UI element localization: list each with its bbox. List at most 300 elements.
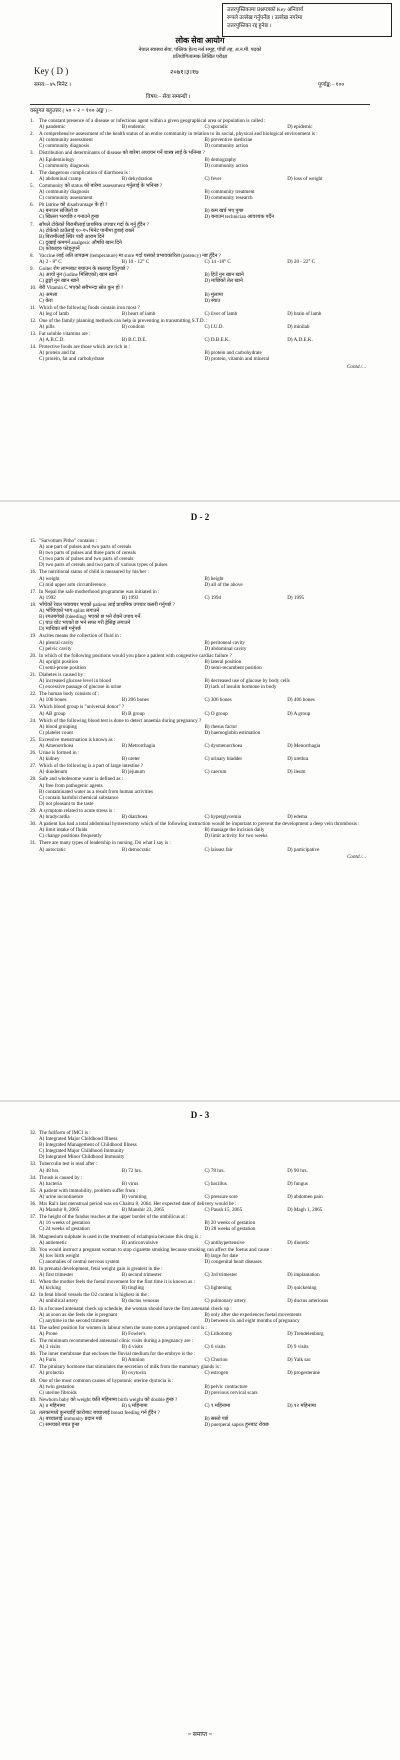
answer-option: B) height — [204, 575, 224, 582]
page-title: D - 3 — [190, 1110, 210, 1120]
question-item — [30, 1306, 370, 1324]
question-number: 10. — [30, 285, 37, 292]
answer-option: B) 72 hrs. — [121, 1167, 142, 1174]
answer-option: B) condom — [121, 324, 145, 330]
answer-option: B) two parts of pulses and three parts of cereals — [39, 550, 136, 557]
answer-option: D) ductus arteriosus — [287, 1298, 329, 1305]
answer-option: C) platelet count — [39, 729, 73, 736]
options-grid — [39, 1384, 370, 1396]
question-item — [30, 131, 370, 149]
options-grid — [39, 1194, 370, 1200]
answer-option: C) समयको बचत हुन्छ — [39, 1422, 80, 1429]
answer-option: B) endemic — [121, 124, 146, 131]
question-item — [30, 1214, 370, 1232]
question-text: There are many types of leadership in nursing. Do what I say is : — [39, 840, 171, 847]
question-text: One of the family planning methods can help in preventing in transmitting S.T.D. : — [39, 317, 208, 324]
answer-option: D) Yalk sac — [287, 1357, 311, 1364]
answer-option: B) B group — [121, 710, 145, 717]
question-number: 39. — [30, 1246, 37, 1253]
answer-option: B) peritoneal cavity — [204, 639, 245, 646]
options-grid — [39, 350, 370, 362]
question-text: The constant presence of a disease or infectious agent within a given geographical area or population is called : — [39, 118, 266, 124]
options-grid — [39, 157, 370, 169]
question-number: 23. — [30, 704, 37, 711]
answer-option: B) oxytocin — [121, 1370, 146, 1377]
question-list — [30, 1130, 370, 1429]
question-number: 5. — [30, 182, 34, 189]
question-item — [30, 318, 370, 330]
answer-option: A) 3 visits — [39, 1344, 61, 1351]
answer-option: C) Chorion — [204, 1357, 228, 1364]
question-text: Mrs Rai's last menstrual period was on Chaitra 8, 2064. Her expected date of delivery would be : — [39, 1201, 237, 1208]
question-text: When the mother feels the foetal movement for the first time it is known as : — [39, 1279, 196, 1286]
answer-option: D) participative — [287, 846, 320, 853]
question-number: 26. — [30, 750, 37, 757]
answer-option: C) two parts of pulses and two parts of cereals — [39, 556, 134, 563]
question-number: 16. — [30, 569, 37, 576]
answer-option: D) 20 - 22° C — [287, 259, 316, 266]
answer-option: C) laissez fair — [204, 846, 233, 853]
options-grid — [39, 724, 370, 736]
answer-option: C) Lithotomy — [204, 1330, 233, 1337]
question-number: 21. — [30, 671, 37, 678]
question-text: In fetal blood vessels the O2 content is highest in the : — [39, 1292, 150, 1299]
answer-option: B) Fowler's — [121, 1330, 146, 1337]
question-number: 48. — [30, 1377, 37, 1384]
answer-option: A) बनाउन सजिलो छ — [39, 208, 78, 215]
options-grid — [39, 1220, 370, 1232]
answer-option: D) implantation — [287, 1272, 320, 1279]
answer-option: D) स्याउ — [204, 297, 221, 304]
answer-option: D) congenital heart diseases — [204, 1258, 262, 1265]
answer-option: D) semi-recumbent position — [204, 664, 262, 671]
answer-option: A) Epidemiology — [39, 156, 75, 163]
options-grid — [39, 1298, 370, 1304]
options-grid — [39, 1312, 370, 1324]
answer-option: B) Metrorrhagia — [121, 743, 155, 749]
answer-option: C) घाउ चोट भएको छ भने सफा गरी ड्रेसिङ्ग लगाउने — [39, 620, 131, 627]
answer-option: C) change positions frequently — [39, 833, 102, 840]
question-item — [30, 1397, 370, 1409]
answer-option: C) O group — [204, 710, 228, 717]
question-item — [30, 776, 370, 806]
question-text: Diabetes is caused by : — [39, 671, 86, 678]
question-text: भाँचेको रेवल फ्याक्चर भएको patient लाई प्राथमिक उपचार कसरी गर्नुपर्छ ? — [39, 601, 175, 608]
options-grid — [39, 272, 370, 284]
question-item — [30, 1201, 370, 1213]
answer-option: C) protein, fat and carbohydrate — [39, 356, 105, 363]
answer-option: D) two parts of cereals and two parts of various types of pulses — [39, 562, 168, 569]
exam-page-2 — [0, 502, 400, 1100]
question-item — [30, 150, 370, 168]
question-text: Vaccine लाई अति तापक्रम (temperature) मा store गर्दा यसको प्रभावकारिता (potency) नष्ट हुँदैन ? — [39, 252, 221, 259]
question-number: 12. — [30, 317, 37, 324]
question-number: 37. — [30, 1214, 37, 1221]
answer-option: D) limit activity for two weeks — [204, 833, 268, 840]
answer-option: A) Prone — [39, 1330, 58, 1337]
answer-option: C) 1994 — [204, 594, 222, 601]
answer-option: B) हिउँ नुन खान खाने — [204, 272, 244, 279]
answer-option: C) ९ महिनामा — [204, 1402, 231, 1409]
answer-option: C) D.B.E.K. — [204, 337, 230, 344]
answer-option: B) anticonvulsive — [121, 1239, 158, 1246]
question-number: 6. — [30, 202, 34, 209]
options-grid — [39, 137, 370, 149]
answer-option: C) केरा — [39, 297, 53, 304]
answer-option: C) 3rd trimester — [204, 1272, 238, 1279]
question-text: Safe and wholesome water is defined as : — [39, 776, 124, 783]
answer-option: B) रगतबगेको (bleeding) भएको छ भने रोक्ने उपाय गर्ने — [39, 614, 141, 621]
answer-option: D) १२ महिनामा — [287, 1402, 317, 1409]
options-grid — [39, 659, 370, 671]
question-text: Tuberculin test is read after : — [39, 1161, 98, 1168]
question-text: In a focused antenatal check up schedule, the woman should have the first antenatal check up : — [39, 1305, 232, 1312]
answer-option: C) Paush 15, 2065 — [204, 1207, 243, 1214]
answer-option: D) brain of lamb — [287, 310, 322, 317]
question-number: 19. — [30, 633, 37, 640]
question-number: 31. — [30, 840, 37, 847]
answer-option: A) kidney — [39, 756, 60, 763]
answer-option: B) heart of lamb — [121, 310, 156, 317]
answer-option: B) decreased use of glucose by body cells — [204, 678, 290, 685]
answer-option: A) bacteria — [39, 1180, 62, 1187]
subject-line: विषय:– सेवा सम्बन्धी । — [146, 94, 191, 100]
options-grid — [39, 1357, 370, 1363]
notice-line: रूपले उल्लेख गर्नुपर्नेछ । उल्लेख नगरेमा — [227, 15, 303, 21]
question-number: 25. — [30, 736, 37, 743]
full-marks: पूर्णाङ्क:– १०० — [318, 82, 345, 88]
question-text: Protective foods are those which are rich in : — [39, 344, 131, 351]
options-grid — [39, 697, 370, 703]
answer-option: B) 20 weeks of gestation — [204, 1220, 256, 1227]
question-number: 24. — [30, 717, 37, 724]
question-stem — [30, 776, 370, 782]
options-grid — [39, 678, 370, 690]
question-item — [30, 704, 370, 716]
question-item — [30, 569, 370, 587]
answer-option: D) Trendelenburg — [287, 1330, 324, 1337]
options-grid — [39, 1285, 370, 1291]
question-number: 29. — [30, 807, 37, 814]
question-stem — [30, 222, 370, 228]
continued-note: Contd./... — [347, 363, 366, 370]
options-grid — [39, 189, 370, 201]
answer-option: D) 9 visits — [287, 1344, 309, 1351]
question-text: The human body consists of : — [39, 691, 100, 698]
question-text: Community को status को बारेमा assessment गर्नुलाई के भनिन्छ ? — [39, 182, 163, 189]
key-notice-box — [222, 3, 392, 37]
options-grid — [39, 576, 370, 588]
answer-option: A) Manshir 8, 2065 — [39, 1207, 80, 1214]
options-grid — [39, 337, 370, 343]
question-text: Which of the following blood test is done to detect anaemia during pregnancy ? — [39, 717, 202, 724]
answer-option: C) 78 hrs. — [204, 1167, 225, 1174]
divider — [30, 104, 370, 105]
answer-option: B) 206 bones — [121, 697, 149, 704]
answer-option: C) uterine fibroids — [39, 1389, 77, 1396]
question-item — [30, 718, 370, 736]
question-item — [30, 538, 370, 568]
question-text: In prenatal development, fetal weight gain is greatest in the : — [39, 1265, 163, 1272]
answer-option: C) Integrated Major Childhood Immunity — [39, 1148, 124, 1155]
question-text: The minimum recommended antenatal clinic visits during a pregnancy are : — [39, 1338, 194, 1344]
question-item — [30, 1161, 370, 1173]
answer-option: A) AB group — [39, 710, 66, 717]
answer-option: D) community action — [204, 162, 249, 169]
answer-option: C) hyperglycemia — [204, 814, 242, 821]
question-text: Excessive menstruation is known as : — [39, 736, 116, 743]
answer-option: C) excessive passage of glucose in urine — [39, 684, 122, 691]
answer-option: B) 10 - 12° C — [121, 259, 150, 266]
answer-option: A) limit intake of fluids — [39, 827, 88, 834]
answer-option: A) twin gestation — [39, 1383, 75, 1390]
answer-option: D) edema — [287, 814, 308, 821]
options-grid — [39, 124, 370, 130]
answer-option: B) ductus venosus — [121, 1298, 160, 1305]
question-text: बेरी Vitamin C भएको सबैभन्दा स्रोत कुन हो ? — [39, 285, 124, 292]
question-number: 22. — [30, 691, 37, 698]
answer-option: B) virus — [121, 1180, 139, 1187]
question-number: 49. — [30, 1396, 37, 1403]
answer-option: C) caecum — [204, 769, 227, 776]
answer-option: B) 1993 — [121, 594, 139, 601]
exam-page-1 — [0, 0, 400, 500]
question-number: 20. — [30, 652, 37, 659]
question-number: 8. — [30, 252, 34, 259]
answer-option: A) prolactin — [39, 1370, 64, 1377]
question-item — [30, 653, 370, 671]
question-item — [30, 750, 370, 762]
question-number: 46. — [30, 1351, 37, 1358]
answer-option: A) Amenorrhoea — [39, 743, 74, 749]
answer-option: D) फोकाहरु फोड्नुपर्ने — [39, 245, 80, 252]
answer-option: B) preventive medicine — [204, 137, 253, 144]
question-item — [30, 183, 370, 201]
question-text: Distribution and determinants of disease को बारेमा अध्ययन गर्ने शास्त्र लाई के भनिन्छ ? — [39, 150, 205, 157]
answer-option: C) I.U.D. — [204, 324, 224, 330]
question-text: You would instruct a pregnant woman to stop cigarette smoking because smoking can affect the foetus and cause : — [39, 1246, 272, 1253]
answer-option: A) A.B.C.D. — [39, 337, 65, 344]
answer-option: C) दुखाई कमगर्न analgesic औषधि खान दिने — [39, 239, 122, 246]
question-text: Pit latrine को disadvantage के हो ? — [39, 202, 108, 209]
answer-option: D) abdominal cavity — [204, 645, 247, 652]
question-item — [30, 589, 370, 601]
question-item — [30, 691, 370, 703]
question-item — [30, 1279, 370, 1291]
answer-option: A) upright position — [39, 658, 79, 665]
answer-option: A) भाँचिएको भाग splint लगाउने — [39, 608, 100, 615]
options-grid — [39, 769, 370, 775]
answer-key-label: Key ( D ) — [34, 66, 69, 76]
answer-option: A) 48 hrs. — [39, 1167, 60, 1174]
answer-option: A) kicking — [39, 1285, 61, 1292]
answer-option: A) low birth weight — [39, 1252, 80, 1259]
answer-option: A) urine incontinence — [39, 1193, 84, 1200]
question-number: 33. — [30, 1161, 37, 1168]
question-item — [30, 672, 370, 690]
question-number: 42. — [30, 1292, 37, 1299]
answer-option: A) first trimester — [39, 1272, 74, 1279]
question-text: The safest position for women in labour when the nurse notes a prolapsed cord is : — [39, 1324, 207, 1331]
question-item — [30, 1338, 370, 1350]
question-item — [30, 1364, 370, 1376]
question-item — [30, 633, 370, 651]
question-number: 4. — [30, 169, 34, 176]
question-number: 41. — [30, 1279, 37, 1286]
question-item — [30, 344, 370, 362]
answer-option: C) community assessment — [39, 195, 93, 202]
question-item — [30, 1351, 370, 1363]
answer-option: A) Furis — [39, 1357, 57, 1364]
answer-option: A) umbilical artery — [39, 1298, 79, 1305]
question-item — [30, 821, 370, 839]
question-number: 7. — [30, 221, 34, 228]
question-text: Goiter रोग लाग्नबाट बचाउन के सल्लाह दिनुपर्छ ? — [39, 266, 129, 273]
exam-type: प्रतियोगितात्मक लिखित परीक्षा — [172, 55, 228, 60]
answer-option: B) lateral position — [204, 658, 242, 665]
options-grid — [39, 783, 370, 807]
answer-option: A) 1992 — [39, 594, 56, 601]
answer-option: D) community research — [204, 195, 253, 202]
answer-option: C) 6 visits — [204, 1344, 226, 1351]
question-item — [30, 808, 370, 820]
answer-option: A) अमला — [39, 291, 58, 298]
question-text: The height of the fundus reaches at the upper border of the umbilicus at : — [39, 1214, 188, 1221]
question-number: 36. — [30, 1201, 37, 1208]
question-number: 44. — [30, 1324, 37, 1331]
answer-option: D) epidemic — [287, 124, 313, 131]
answer-option: A) as soon as she feels she is pregnant — [39, 1311, 118, 1318]
question-item — [30, 118, 370, 130]
answer-option: B) सस्तो पर्छ — [204, 1416, 229, 1423]
question-text: The dangerous complication of diarrhoea is : — [39, 169, 131, 176]
answer-option: C) pulmonary artery — [204, 1298, 247, 1305]
question-number: 11. — [30, 304, 37, 311]
answer-option: C) dysmenorrhoea — [204, 743, 243, 749]
answer-option: D) Menorrhagia — [287, 743, 321, 749]
answer-option: B) democratic — [121, 846, 151, 853]
question-number: 9. — [30, 266, 34, 273]
question-number: 50. — [30, 1410, 37, 1417]
answer-option: D) ileum — [287, 769, 306, 776]
answer-option: C) 14 -18° C — [204, 259, 231, 266]
answer-option: A) Integrated Major Childhood Illness — [39, 1136, 118, 1143]
question-item — [30, 1234, 370, 1246]
answer-option: C) pelvic cavity — [39, 645, 72, 652]
question-item — [30, 1292, 370, 1304]
question-number: 38. — [30, 1233, 37, 1240]
question-text: In which of the following positions would you place a patient with congestive cardiac failure ? — [39, 652, 232, 659]
options-grid — [39, 1253, 370, 1265]
question-text: "Sarvottam Pitho" contains : — [39, 538, 98, 544]
page-title: D - 2 — [190, 512, 210, 522]
answer-option: C) 24 weeks of gestation — [39, 1226, 90, 1233]
answer-option: A) autocratic — [39, 846, 66, 853]
options-grid — [39, 1240, 370, 1246]
question-item — [30, 170, 370, 182]
question-item — [30, 285, 370, 303]
answer-option: C) anomalies of central nervous system — [39, 1258, 120, 1265]
answer-option: C) semi-prone position — [39, 664, 86, 671]
answer-option: D) 1995 — [287, 594, 305, 601]
question-number: 43. — [30, 1305, 37, 1312]
answer-option: B) dehydration — [121, 175, 153, 182]
question-number: 28. — [30, 776, 37, 783]
question-number: 45. — [30, 1338, 37, 1344]
question-text: Thrush is caused by : — [39, 1174, 83, 1181]
answer-option: D) माथिका सबै गर्नुपर्छ — [39, 626, 81, 633]
answer-option: D) Magh 1, 2065 — [287, 1207, 323, 1214]
answer-option: B) community treatment — [204, 189, 255, 196]
answer-option: B) second trimester — [121, 1272, 162, 1279]
question-item — [30, 1325, 370, 1337]
answer-option: C) urinary bladder — [204, 756, 243, 763]
answer-option: A) community diagnosis — [39, 189, 90, 196]
answer-option: C) 306 bones — [204, 697, 232, 704]
answer-option: C) bacillus — [204, 1180, 227, 1187]
answer-option: B) rhesus factor — [204, 723, 238, 730]
question-item — [30, 222, 370, 252]
question-number: 27. — [30, 763, 37, 770]
question-text: Urine is formed in : — [39, 750, 80, 757]
answer-option: D) lack of insulin hormone in body — [204, 684, 277, 691]
question-item — [30, 840, 370, 852]
question-item — [30, 266, 370, 284]
answer-option: B) ureter — [121, 756, 140, 763]
question-number: 32. — [30, 1130, 37, 1136]
options-grid — [39, 176, 370, 182]
answer-option: C) liver of lamb — [204, 310, 238, 317]
answer-option: D) quickening — [287, 1285, 317, 1292]
answer-option: D) बनाउन technician आवश्यक पर्दैन — [204, 214, 275, 221]
question-item — [30, 253, 370, 265]
question-number: 15. — [30, 538, 37, 544]
question-item — [30, 331, 370, 343]
options-grid — [39, 756, 370, 762]
question-number: 34. — [30, 1174, 37, 1181]
question-list — [30, 538, 370, 860]
answer-option: B) massage the incision daily — [204, 827, 265, 834]
answer-option: D) A.D.E.K. — [287, 337, 313, 344]
answer-option: A) ४ महिनामा — [39, 1402, 66, 1409]
options-grid — [39, 1168, 370, 1174]
question-item — [30, 1378, 370, 1396]
answer-option: C) community diagnosis — [39, 143, 90, 150]
answer-option: B) tingling — [121, 1285, 144, 1292]
question-text: A comprehensive assessment of the health status of an entire community in relation to its social, physical and biological environment is : — [39, 131, 318, 138]
answer-option: B) मुलामा — [204, 291, 224, 298]
question-text: A symptom related to acute stress is : — [39, 807, 115, 814]
answer-option: B) ६ महिनामा — [121, 1402, 148, 1409]
continued-note: Contd./... — [347, 853, 366, 860]
answer-option: D) loss of weight — [287, 175, 323, 182]
answer-option: D) haemoglobin estimation — [204, 729, 261, 736]
answer-option: A) abdominal cramp — [39, 175, 82, 182]
options-grid — [39, 259, 370, 265]
question-item — [30, 1247, 370, 1265]
question-number: 47. — [30, 1364, 37, 1371]
question-text: Which of the following is a part of large intestine ? — [39, 763, 144, 770]
options-grid — [39, 595, 370, 601]
answer-option: C) antihypertensive — [204, 1239, 245, 1246]
answer-option: A) 2 - 8° C — [39, 259, 62, 266]
answer-option: C) lightening — [204, 1285, 232, 1292]
answer-option: C) contain harmful chemical substance — [39, 794, 119, 801]
answer-option: A) increased glucose level in blood — [39, 678, 111, 685]
question-text: तलकामध्ये कुनचाहिँ कारोबाट बच्चालाई breast feeding गर्न हुँदैन ? — [39, 1410, 160, 1417]
answer-option: D) all of the above — [204, 581, 243, 588]
question-number: 35. — [30, 1187, 37, 1194]
